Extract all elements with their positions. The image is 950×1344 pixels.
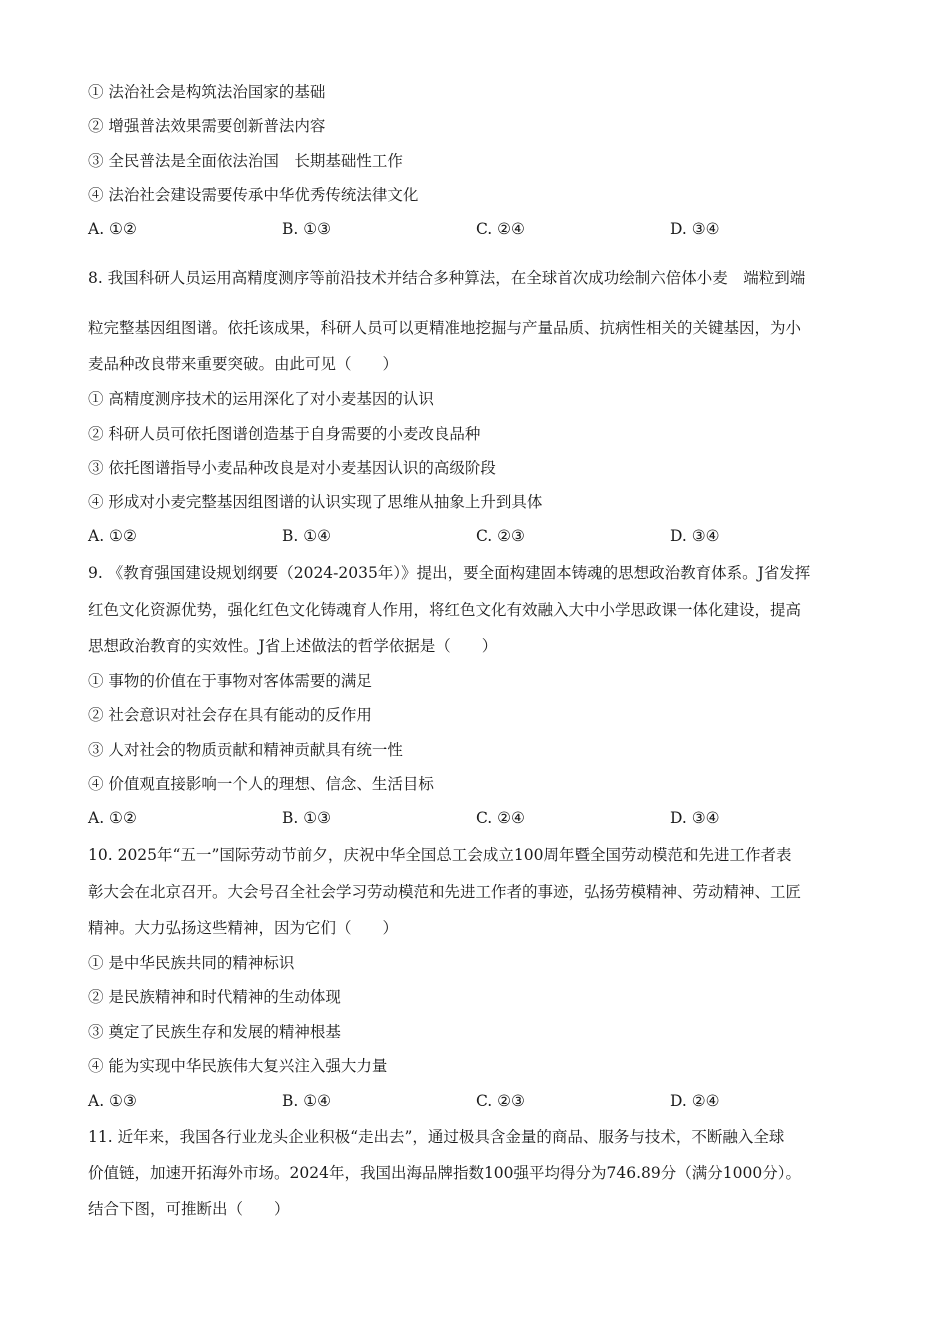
q8-option-b: B. ①④ bbox=[282, 527, 332, 545]
q10-item-4: ④ 能为实现中华民族伟大复兴注入强大力量 bbox=[88, 1057, 388, 1075]
q7-item-3: ③ 全民普法是全面依法治国 长期基础性工作 bbox=[88, 152, 403, 170]
q9-stem-line-1: 9. 《教育强国建设规划纲要（2024-2035年）》提出，要全面构建固本铸魂的思想政治教育体系。J省发挥 bbox=[88, 564, 811, 582]
q11-stem-line-3: 结合下图，可推断出（ ） bbox=[88, 1200, 290, 1218]
q8-item-2: ② 科研人员可依托图谱创造基于自身需要的小麦改良品种 bbox=[88, 425, 481, 443]
q9-item-3: ③ 人对社会的物质贡献和精神贡献具有统一性 bbox=[88, 741, 403, 759]
q8-item-1: ① 高精度测序技术的运用深化了对小麦基因的认识 bbox=[88, 390, 434, 408]
q7-option-b: B. ①③ bbox=[282, 220, 332, 238]
q8-item-3: ③ 依托图谱指导小麦品种改良是对小麦基因认识的高级阶段 bbox=[88, 459, 496, 477]
q10-stem-line-2: 彰大会在北京召开。大会号召全社会学习劳动模范和先进工作者的事迹，弘扬劳模精神、劳动精神、工匠 bbox=[88, 883, 802, 901]
q8-item-4: ④ 形成对小麦完整基因组图谱的认识实现了思维从抽象上升到具体 bbox=[88, 493, 543, 511]
q10-item-1: ① 是中华民族共同的精神标识 bbox=[88, 954, 295, 972]
q9-stem-line-2: 红色文化资源优势，强化红色文化铸魂育人作用，将红色文化有效融入大中小学思政课一体化建设，提高 bbox=[88, 601, 802, 619]
q11-stem-line-1: 11. 近年来，我国各行业龙头企业积极“走出去”，通过极具含金量的商品、服务与技术，不断融入全球 bbox=[88, 1128, 785, 1146]
q10-stem-line-1: 10. 2025年“五一”国际劳动节前夕，庆祝中华全国总工会成立100周年暨全国劳动模范和先进工作者表 bbox=[88, 846, 792, 864]
q9-item-1: ① 事物的价值在于事物对客体需要的满足 bbox=[88, 672, 372, 690]
q9-option-c: C. ②④ bbox=[476, 809, 525, 827]
q10-option-c: C. ②③ bbox=[476, 1092, 525, 1110]
q8-option-c: C. ②③ bbox=[476, 527, 525, 545]
q8-stem-line-2: 粒完整基因组图谱。依托该成果，科研人员可以更精准地挖掘与产量品质、抗病性相关的关键基因，为小 bbox=[88, 319, 802, 337]
q7-option-d: D. ③④ bbox=[670, 220, 720, 238]
q10-option-a: A. ①③ bbox=[88, 1092, 137, 1110]
q8-stem-line-3: 麦品种改良带来重要突破。由此可见（ ） bbox=[88, 355, 399, 373]
q9-option-a: A. ①② bbox=[88, 809, 137, 827]
q7-option-c: C. ②④ bbox=[476, 220, 525, 238]
q10-option-b: B. ①④ bbox=[282, 1092, 332, 1110]
q8-options bbox=[88, 526, 868, 546]
q10-option-d: D. ②④ bbox=[670, 1092, 720, 1110]
q11-stem-line-2: 价值链，加速开拓海外市场。2024年，我国出海品牌指数100强平均得分为746.89分（满分1000分）。 bbox=[88, 1164, 801, 1182]
q10-item-2: ② 是民族精神和时代精神的生动体现 bbox=[88, 988, 341, 1006]
q8-option-d: D. ③④ bbox=[670, 527, 720, 545]
q7-option-a: A. ①② bbox=[88, 220, 137, 238]
q9-stem-line-3: 思想政治教育的实效性。J省上述做法的哲学依据是（ ） bbox=[88, 637, 498, 655]
q9-item-4: ④ 价值观直接影响一个人的理想、信念、生活目标 bbox=[88, 775, 434, 793]
q7-options bbox=[88, 219, 868, 239]
q9-option-d: D. ③④ bbox=[670, 809, 720, 827]
q10-stem-line-3: 精神。大力弘扬这些精神，因为它们（ ） bbox=[88, 919, 399, 937]
q9-option-b: B. ①③ bbox=[282, 809, 332, 827]
q10-item-3: ③ 奠定了民族生存和发展的精神根基 bbox=[88, 1023, 341, 1041]
q8-stem-line-1: 8. 我国科研人员运用高精度测序等前沿技术并结合多种算法，在全球首次成功绘制六倍体小麦 端粒到端 bbox=[88, 269, 806, 287]
q8-option-a: A. ①② bbox=[88, 527, 137, 545]
q9-options bbox=[88, 808, 868, 828]
q7-item-4: ④ 法治社会建设需要传承中华优秀传统法律文化 bbox=[88, 186, 419, 204]
q10-options bbox=[88, 1091, 868, 1111]
q7-item-2: ② 增强普法效果需要创新普法内容 bbox=[88, 117, 326, 135]
q7-item-1: ① 法治社会是构筑法治国家的基础 bbox=[88, 83, 326, 101]
q9-item-2: ② 社会意识对社会存在具有能动的反作用 bbox=[88, 706, 372, 724]
